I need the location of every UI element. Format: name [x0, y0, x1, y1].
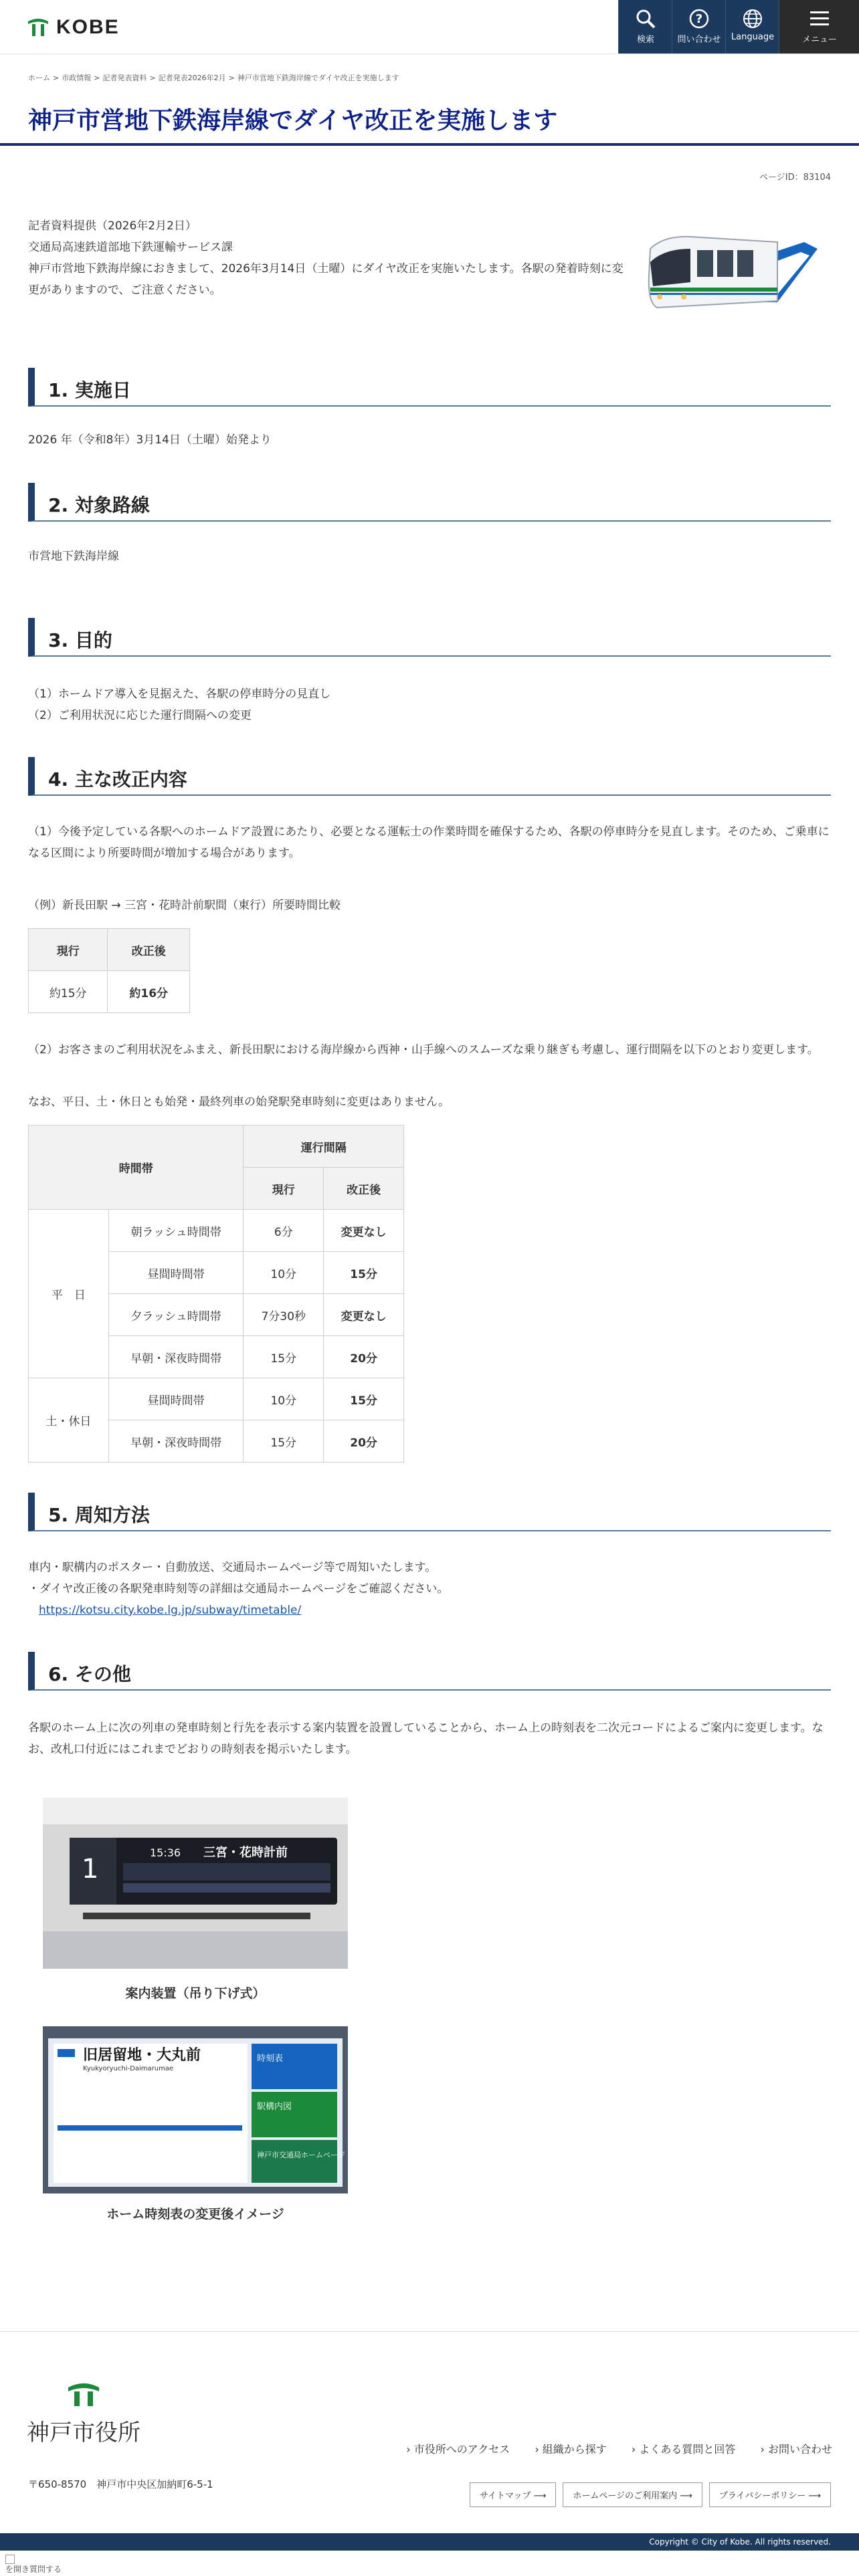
table-row: 土・休日 昼間時間帯 10分 15分	[29, 1378, 404, 1420]
hamburger-icon	[809, 8, 830, 29]
site-header	[0, 0, 859, 54]
section-heading-1: 1. 実施日	[28, 368, 831, 407]
timetable-note: ・ダイヤ改正後の各駅発車時刻等の詳細は交通局ホームページをご確認ください。	[28, 1582, 449, 1596]
city-hall-logo[interactable]	[27, 2381, 147, 2448]
section-heading-4: 4. 主な改正内容	[28, 757, 831, 796]
section-4-example: （例）新長田駅 → 三宮・花時計前駅間（東行）所要時間比較	[28, 899, 341, 912]
svg-text:?: ?	[695, 12, 703, 26]
menu-button[interactable]	[779, 0, 859, 53]
kobe-city-mark-icon	[66, 2381, 102, 2407]
platform-timetable-photo	[43, 2026, 348, 2193]
breadcrumb-home[interactable]: ホーム	[28, 74, 50, 82]
section-4-para3: なお、平日、土・休日とも始発・最終列車の始発駅発車時刻に変更はありません。	[28, 1095, 450, 1109]
section-heading-3: 3. 目的	[28, 618, 831, 657]
press-date: 記者資料提供（2026年2月2日）	[28, 219, 197, 233]
table-row: 昼間時間帯 10分 15分	[29, 1252, 404, 1294]
weekday-label: 平 日	[29, 1210, 109, 1378]
search-button[interactable]	[618, 0, 672, 53]
site-guide-button[interactable]: ホームページのご利用案内 ⟶	[563, 2482, 702, 2507]
footer-divider	[0, 2331, 859, 2332]
arrow-right-icon: ⟶	[533, 2491, 547, 2501]
footer-buttons	[470, 2482, 831, 2507]
section-1-text: 2026 年（令和8年）3月14日（土曜）始発より	[28, 433, 272, 447]
city-address: 〒650-8570 神戸市中央区加納町6-5-1	[28, 2478, 213, 2490]
subway-train-illustration	[644, 222, 823, 321]
privacy-policy-button[interactable]: プライバシーポリシー ⟶	[709, 2482, 831, 2507]
table-header-new: 改正後	[324, 1168, 404, 1210]
sign-time: 15:36	[150, 1846, 181, 1859]
globe-icon	[742, 8, 763, 29]
breadcrumb: ホーム > 市政情報 > 記者発表資料 > 記者発表2026年2月 > 神戸市営地下鉄海岸線でダイヤ改正を実施します	[28, 74, 399, 82]
footer-link-faq[interactable]: › よくある質問と回答	[631, 2443, 736, 2456]
interval-table	[28, 1125, 404, 1463]
kobe-logo[interactable]	[27, 16, 120, 39]
question-icon	[688, 8, 710, 29]
search-icon	[635, 8, 656, 29]
contact-label: 問い合わせ	[677, 35, 721, 45]
footer-link-access[interactable]: › 市役所へのアクセス	[406, 2443, 510, 2456]
travel-time-current: 約15分	[29, 971, 108, 1013]
press-intro	[28, 215, 630, 301]
section-3-list	[28, 683, 831, 726]
section-4-para1: （1）今後予定している各駅へのホームドア設置にあたり、必要となる運転士の作業時間を確保するため、各駅の停車時分を見直します。そのため、ご乗車になる区間により所要時間が増加する場合があります。	[28, 825, 830, 860]
table-header-period: 時間帯	[29, 1125, 244, 1210]
arrow-right-icon: ⟶	[808, 2491, 821, 2501]
contact-button[interactable]	[672, 0, 726, 53]
table-header-interval: 運行間隔	[244, 1125, 404, 1168]
copyright-bar: Copyright © City of Kobe. All rights reserved.	[0, 2533, 859, 2551]
timetable-link[interactable]: https://kotsu.city.kobe.lg.jp/subway/timetable/	[39, 1604, 302, 1617]
footer-link-contact[interactable]: › お問い合わせ	[760, 2443, 832, 2456]
city-name: 神戸市役所	[27, 2420, 140, 2446]
table-row: 早朝・深夜時間帯 15分 20分	[29, 1420, 404, 1463]
kobe-mark-icon	[27, 17, 50, 37]
table-row: 夕ラッシュ時間帯 7分30秒 変更なし	[29, 1294, 404, 1336]
arrow-right-icon: ⟶	[680, 2491, 692, 2501]
chat-open-note[interactable]: を開き質問する	[5, 2553, 62, 2575]
page-id: ページID：83104	[759, 173, 831, 183]
track-number: 1	[82, 1854, 99, 1885]
footer-links	[385, 2441, 832, 2456]
section-heading-6: 6. その他	[28, 1652, 831, 1691]
language-label: Language	[731, 32, 775, 42]
board-station-en: Kyukyoryuchi-Daimarumae	[83, 2065, 174, 2072]
travel-time-new: 約16分	[108, 971, 190, 1013]
table-row: 平 日 朝ラッシュ時間帯 6分 変更なし	[29, 1210, 404, 1252]
table-header-new: 改正後	[108, 929, 190, 971]
section-2-text: 市営地下鉄海岸線	[28, 550, 119, 563]
page-title: 神戸市営地下鉄海岸線でダイヤ改正を実施します	[28, 107, 558, 134]
language-button[interactable]	[725, 0, 779, 53]
search-label: 検索	[636, 35, 654, 45]
hanging-display-photo	[43, 1798, 348, 1969]
breadcrumb-current: 神戸市営地下鉄海岸線でダイヤ改正を実施します	[237, 74, 399, 82]
sitemap-button[interactable]: サイトマップ ⟶	[470, 2482, 556, 2507]
photo-1-caption: 案内装置（吊り下げ式）	[125, 1986, 266, 2001]
breadcrumb-shisei[interactable]: 市政情報	[62, 74, 92, 82]
footer-link-organization[interactable]: › 組織から探す	[535, 2443, 607, 2456]
travel-time-table	[28, 928, 190, 1013]
table-header-current: 現行	[244, 1168, 324, 1210]
notice-method: 車内・駅構内のポスター・自動放送、交通局ホームページ等で周知いたします。	[28, 1561, 437, 1574]
menu-label: メニュー	[801, 35, 837, 45]
breadcrumb-month[interactable]: 記者発表2026年2月	[158, 74, 226, 82]
board-panel-timetable: 時刻表	[257, 2054, 284, 2064]
photo-2-caption: ホーム時刻表の変更後イメージ	[106, 2207, 284, 2222]
broken-image-icon	[5, 2555, 15, 2564]
board-station-name: 旧居留地・大丸前	[83, 2047, 201, 2064]
section-5-text	[28, 1557, 831, 1621]
board-panel-map: 駅構内図	[257, 2102, 292, 2112]
breadcrumb-press[interactable]: 記者発表資料	[102, 74, 147, 82]
section-4-para2: （2）お客さまのご利用状況をふまえ、新長田駅における海岸線から西神・山手線へのスムーズな乗り継ぎも考慮し、運行間隔を以下のとおり変更します。	[28, 1043, 819, 1057]
section-heading-2: 2. 対象路線	[28, 483, 831, 522]
table-row: 早朝・深夜時間帯 15分 20分	[29, 1336, 404, 1378]
table-header-current: 現行	[29, 929, 108, 971]
section-heading-5: 5. 周知方法	[28, 1493, 831, 1531]
press-department: 交通局高速鉄道部地下鉄運輸サービス課	[28, 241, 233, 254]
title-divider	[0, 143, 859, 146]
purpose-item-1: （1）ホームドア導入を見据えた、各駅の停車時分の見直し	[28, 687, 331, 701]
sign-destination: 三宮・花時計前	[203, 1846, 288, 1860]
press-summary: 神戸市営地下鉄海岸線におきまして、2026年3月14日（土曜）にダイヤ改正を実施いたします。各駅の発着時刻に変更がありますので、ご注意ください。	[28, 262, 624, 297]
board-panel-homepage: 神戸市交通局ホームページ	[257, 2151, 345, 2159]
holiday-label: 土・休日	[29, 1378, 109, 1463]
logo-text: KOBE	[56, 16, 120, 38]
purpose-item-2: （2）ご利用状況に応じた運行間隔への変更	[28, 709, 252, 722]
section-6-text: 各駅のホーム上に次の列車の発車時刻と行先を表示する案内装置を設置していることから、ホーム上の時刻表を二次元コードによるご案内に変更します。なお、改札口付近にはこれまでどおりの時刻表を掲示いたします。	[28, 1721, 824, 1756]
